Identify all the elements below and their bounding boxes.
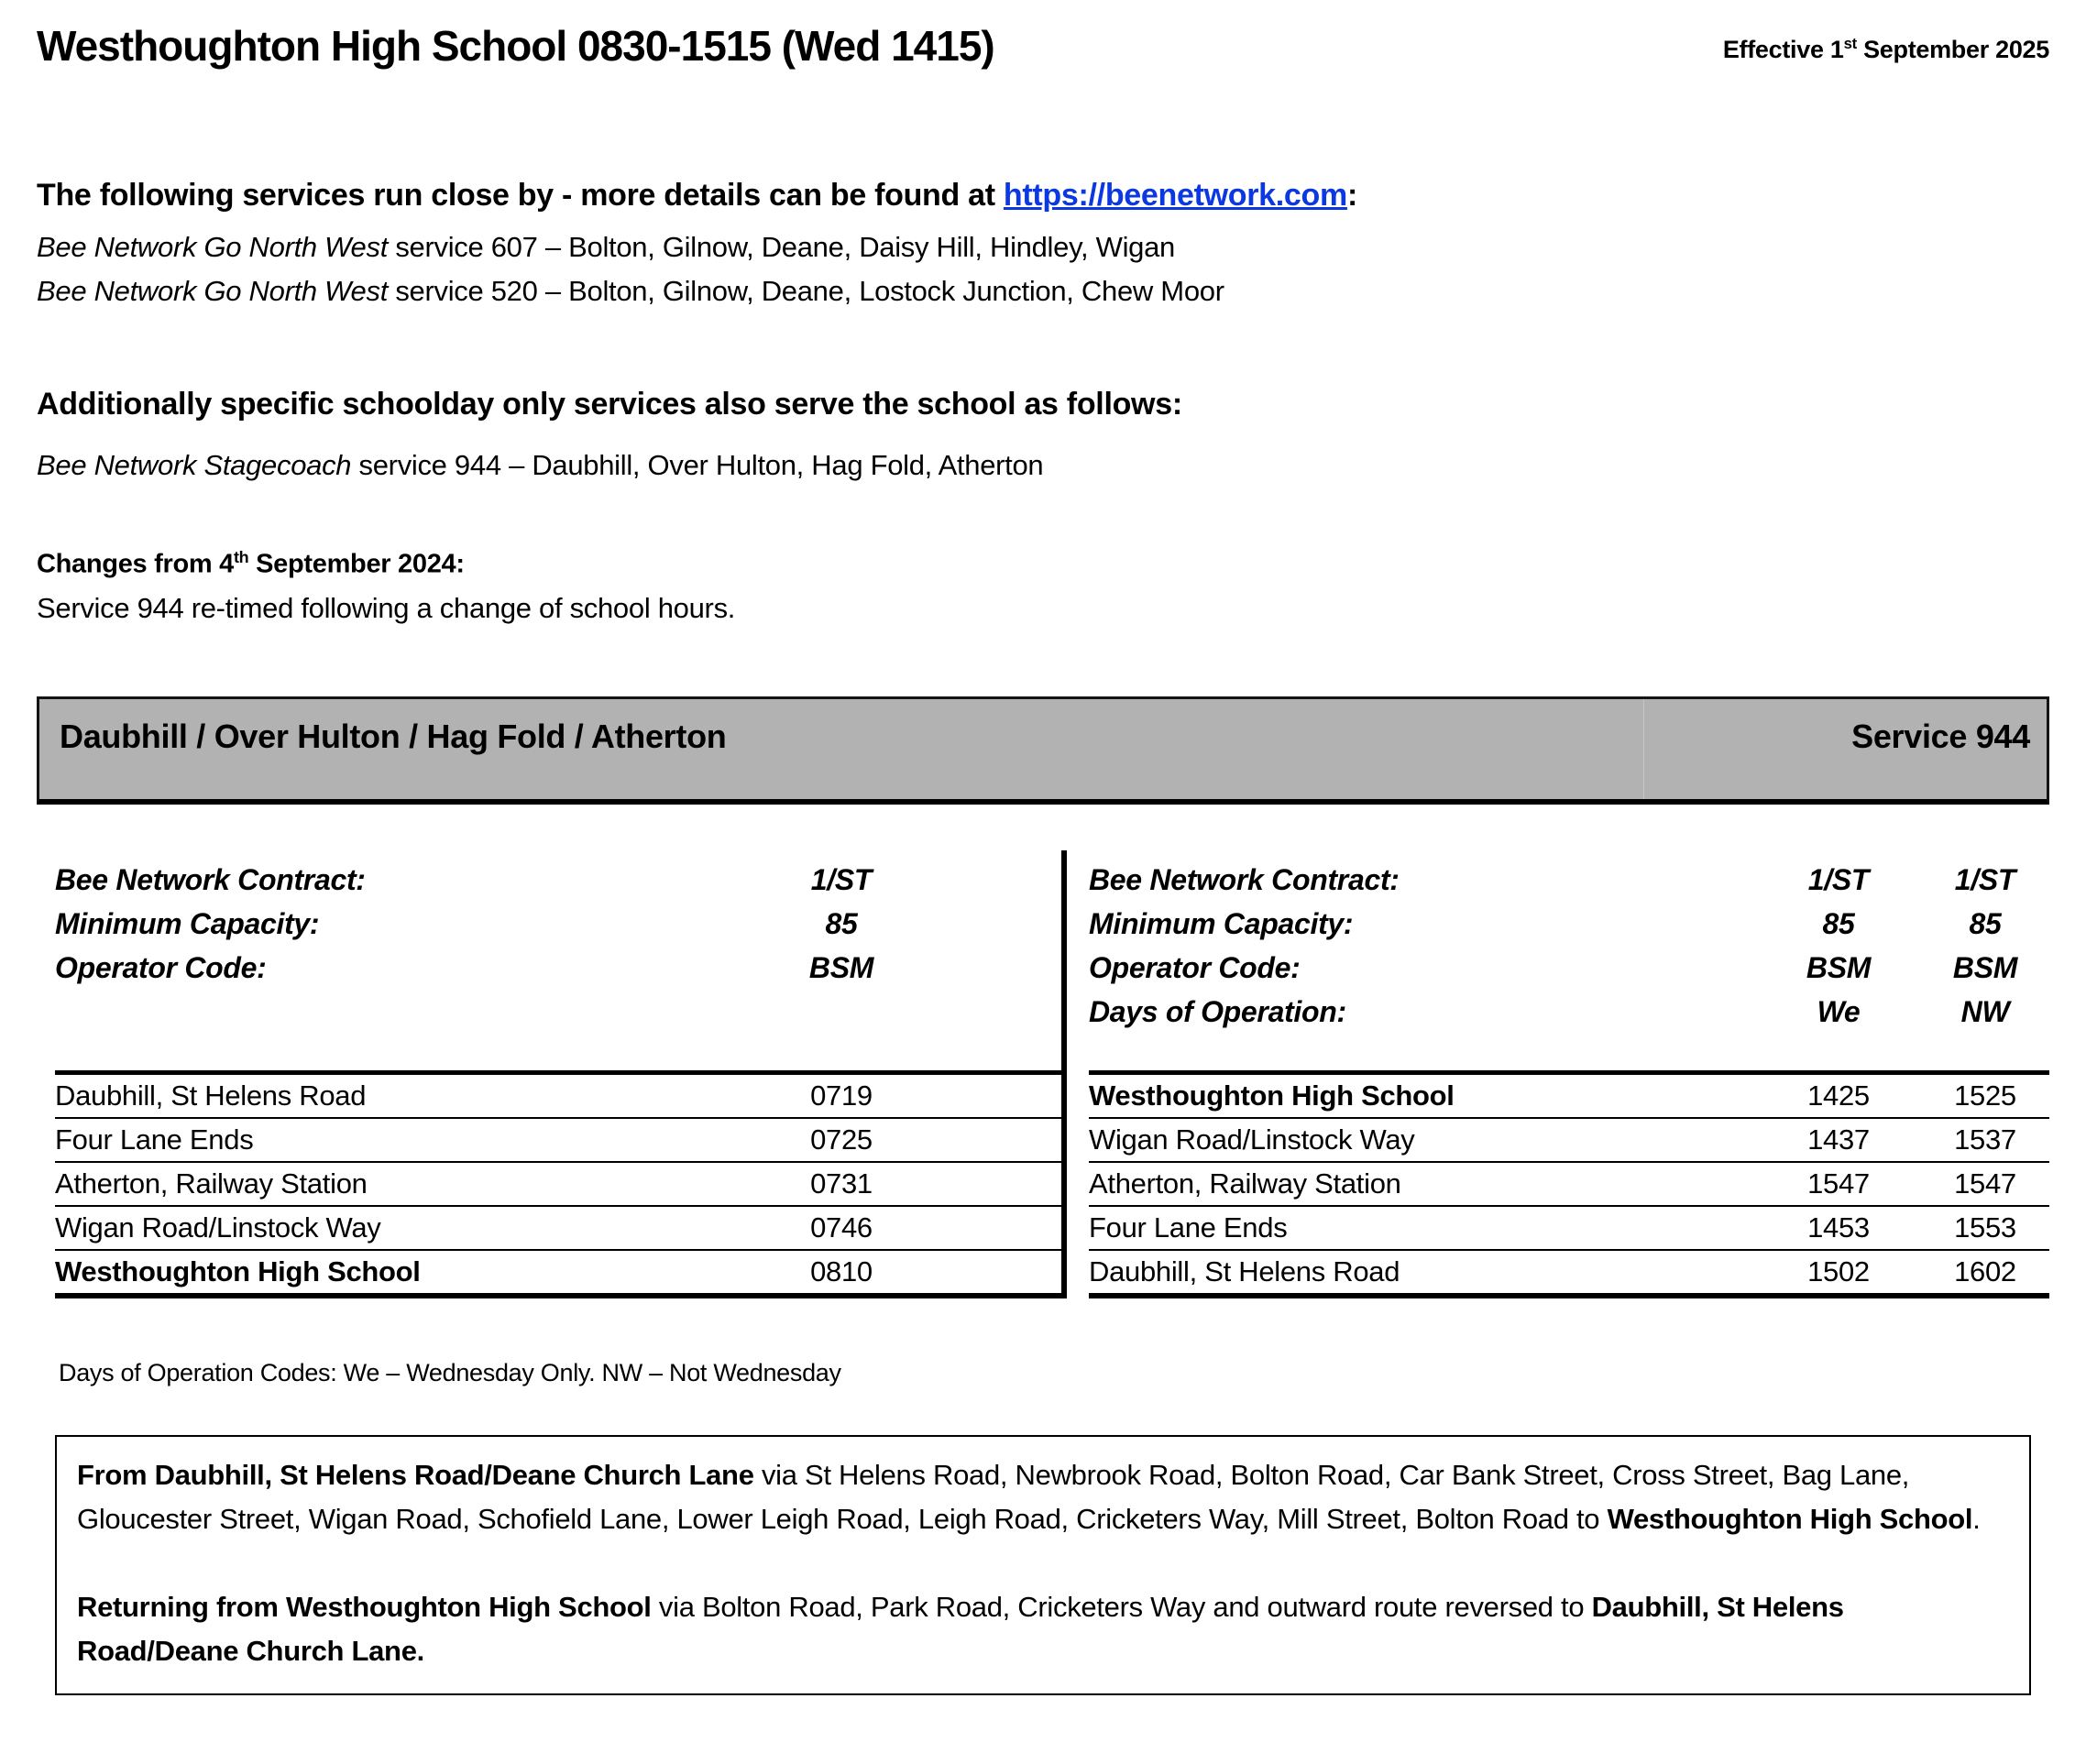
info-label: Minimum Capacity:	[1089, 906, 1354, 940]
effective-ordinal: st	[1843, 35, 1857, 52]
time-cell: 0810	[810, 1255, 873, 1287]
info-value: We	[1817, 994, 1861, 1028]
info-value: BSM	[1952, 950, 2018, 984]
page-title: Westhoughton High School 0830-1515 (Wed 1415)	[37, 22, 994, 70]
table-row	[1089, 1251, 2049, 1298]
info-value: BSM	[1806, 950, 1872, 984]
time-cell: 0731	[810, 1167, 873, 1200]
time-cell: 1502	[1807, 1255, 1870, 1287]
changes-ordinal: th	[233, 548, 249, 566]
info-value: 85	[1822, 906, 1855, 940]
table-row-school	[1089, 1075, 2049, 1119]
operator-name: Bee Network Go North West	[37, 275, 389, 307]
route-destination: Daubhill, St Helens Road/Deane Church Lane.	[77, 1590, 1844, 1667]
changes-prefix: Changes from 4	[37, 549, 234, 579]
stop-name: Wigan Road/Linstock Way	[1089, 1123, 1415, 1156]
time-cell: 0746	[810, 1211, 873, 1244]
table-row	[55, 1075, 1061, 1119]
service-detail: service 607 – Bolton, Gilnow, Deane, Daisy Hill, Hindley, Wigan	[388, 231, 1175, 263]
info-row	[1089, 990, 2049, 1034]
time-cell: 1453	[1807, 1211, 1870, 1244]
route-description-box	[55, 1435, 2031, 1695]
time-cell: 1547	[1954, 1167, 2016, 1200]
info-label: Operator Code:	[1089, 950, 1301, 984]
effective-prefix: Effective 1	[1722, 36, 1844, 63]
operator-name: Bee Network Go North West	[37, 231, 389, 263]
info-row	[55, 902, 1061, 946]
return-rows	[1089, 1070, 2049, 1298]
changes-body: Service 944 re-timed following a change of school hours.	[37, 591, 736, 624]
service-detail: service 944 – Daubhill, Over Hulton, Hag Fold, Atherton	[351, 449, 1044, 481]
info-row	[55, 946, 1061, 990]
stop-name: Atherton, Railway Station	[1089, 1167, 1401, 1200]
stop-name: Wigan Road/Linstock Way	[55, 1211, 381, 1244]
info-row	[1089, 858, 2049, 902]
service-607-line	[37, 225, 2049, 269]
stop-name: Atherton, Railway Station	[55, 1167, 368, 1200]
route-origin: From Daubhill, St Helens Road/Deane Church Lane	[77, 1458, 754, 1491]
info-row	[1089, 902, 2049, 946]
stop-name: Four Lane Ends	[55, 1123, 254, 1156]
info-label: Days of Operation:	[1089, 994, 1346, 1028]
effective-date	[1723, 35, 2049, 64]
heading-text: The following services run close by - more details can be found at	[37, 178, 1004, 213]
day-codes-note: Days of Operation Codes: We – Wednesday Only. NW – Not Wednesday	[59, 1358, 841, 1386]
time-cell: 0719	[810, 1079, 873, 1112]
service-banner	[37, 696, 2049, 805]
table-row	[55, 1119, 1061, 1163]
table-row	[1089, 1207, 2049, 1251]
info-label: Bee Network Contract:	[1089, 862, 1400, 896]
time-cell: 1547	[1807, 1167, 1870, 1200]
outward-route-paragraph	[77, 1453, 2009, 1541]
schoolday-heading: Additionally specific schoolday only services also serve the school as follows:	[37, 387, 1182, 422]
info-label: Operator Code:	[55, 950, 267, 984]
info-value: 85	[1969, 906, 2002, 940]
paragraph-gap	[77, 1541, 2009, 1585]
route-via: via Bolton Road, Park Road, Cricketers Way and outward route reversed to	[651, 1590, 1592, 1623]
table-row	[55, 1163, 1061, 1207]
stop-name: Daubhill, St Helens Road	[1089, 1255, 1400, 1287]
route-destination: Westhoughton High School	[1607, 1502, 1973, 1535]
outbound-rows	[55, 1070, 1061, 1298]
time-cell: 1437	[1807, 1123, 1870, 1156]
info-label: Bee Network Contract:	[55, 862, 366, 896]
schoolday-services-section	[37, 383, 2049, 488]
time-cell: 1553	[1954, 1211, 2016, 1244]
route-origin: Returning from Westhoughton High School	[77, 1590, 652, 1623]
table-row	[55, 1207, 1061, 1251]
info-value: 85	[825, 906, 858, 940]
info-row	[1089, 946, 2049, 990]
stop-name: Westhoughton High School	[1089, 1079, 1455, 1112]
time-cell: 0725	[810, 1123, 873, 1156]
outbound-info-block	[55, 850, 1061, 1070]
service-520-line	[37, 269, 2049, 313]
stop-name: Daubhill, St Helens Road	[55, 1079, 367, 1112]
timetable-outbound	[37, 850, 1061, 1298]
heading-colon: :	[1346, 178, 1357, 213]
return-info-block	[1089, 850, 2049, 1070]
changes-suffix: September 2024:	[248, 549, 465, 579]
stop-name: Four Lane Ends	[1089, 1211, 1288, 1244]
timetable	[37, 850, 2049, 1298]
beenetwork-link[interactable]: https://beenetwork.com	[1003, 178, 1347, 213]
banner-service-number: Service 944	[1643, 699, 2047, 799]
time-cell: 1537	[1954, 1123, 2016, 1156]
time-cell: 1425	[1807, 1079, 1870, 1112]
service-detail: service 520 – Bolton, Gilnow, Deane, Lostock Junction, Chew Moor	[388, 275, 1224, 307]
table-row-school	[55, 1251, 1061, 1298]
timetable-return	[1067, 850, 2049, 1298]
route-period: .	[1972, 1502, 1981, 1535]
info-label: Minimum Capacity:	[55, 906, 320, 940]
changes-heading	[37, 539, 2049, 583]
time-cell: 1525	[1954, 1079, 2016, 1112]
info-value: 1/ST	[1954, 862, 2016, 896]
operator-name: Bee Network Stagecoach	[37, 449, 352, 481]
banner-route-title: Daubhill / Over Hulton / Hag Fold / Atherton	[60, 717, 727, 755]
table-row	[1089, 1119, 2049, 1163]
changes-section	[37, 539, 2049, 629]
nearby-services-section	[37, 174, 2049, 313]
time-cell: 1602	[1954, 1255, 2016, 1287]
info-value: 1/ST	[1807, 862, 1870, 896]
route-via: via St Helens Road, Newbrook Road, Bolton Road, Car Bank Street, Cross Street, Bag Lane, Gloucester Street, Wigan Road, Schofield Lane, Lower Leigh Road, Leigh Road, Cricketers Way, Mill Street, Bolton Road to	[77, 1458, 1910, 1535]
return-route-paragraph	[77, 1585, 2009, 1673]
info-row	[55, 858, 1061, 902]
info-value: NW	[1960, 994, 2010, 1028]
service-944-line	[37, 444, 2049, 488]
nearby-services-heading	[37, 174, 2049, 216]
header	[37, 18, 2049, 77]
info-value: BSM	[808, 950, 874, 984]
stop-name: Westhoughton High School	[55, 1255, 421, 1287]
info-value: 1/ST	[810, 862, 873, 896]
effective-suffix: September 2025	[1856, 36, 2049, 63]
table-row	[1089, 1163, 2049, 1207]
